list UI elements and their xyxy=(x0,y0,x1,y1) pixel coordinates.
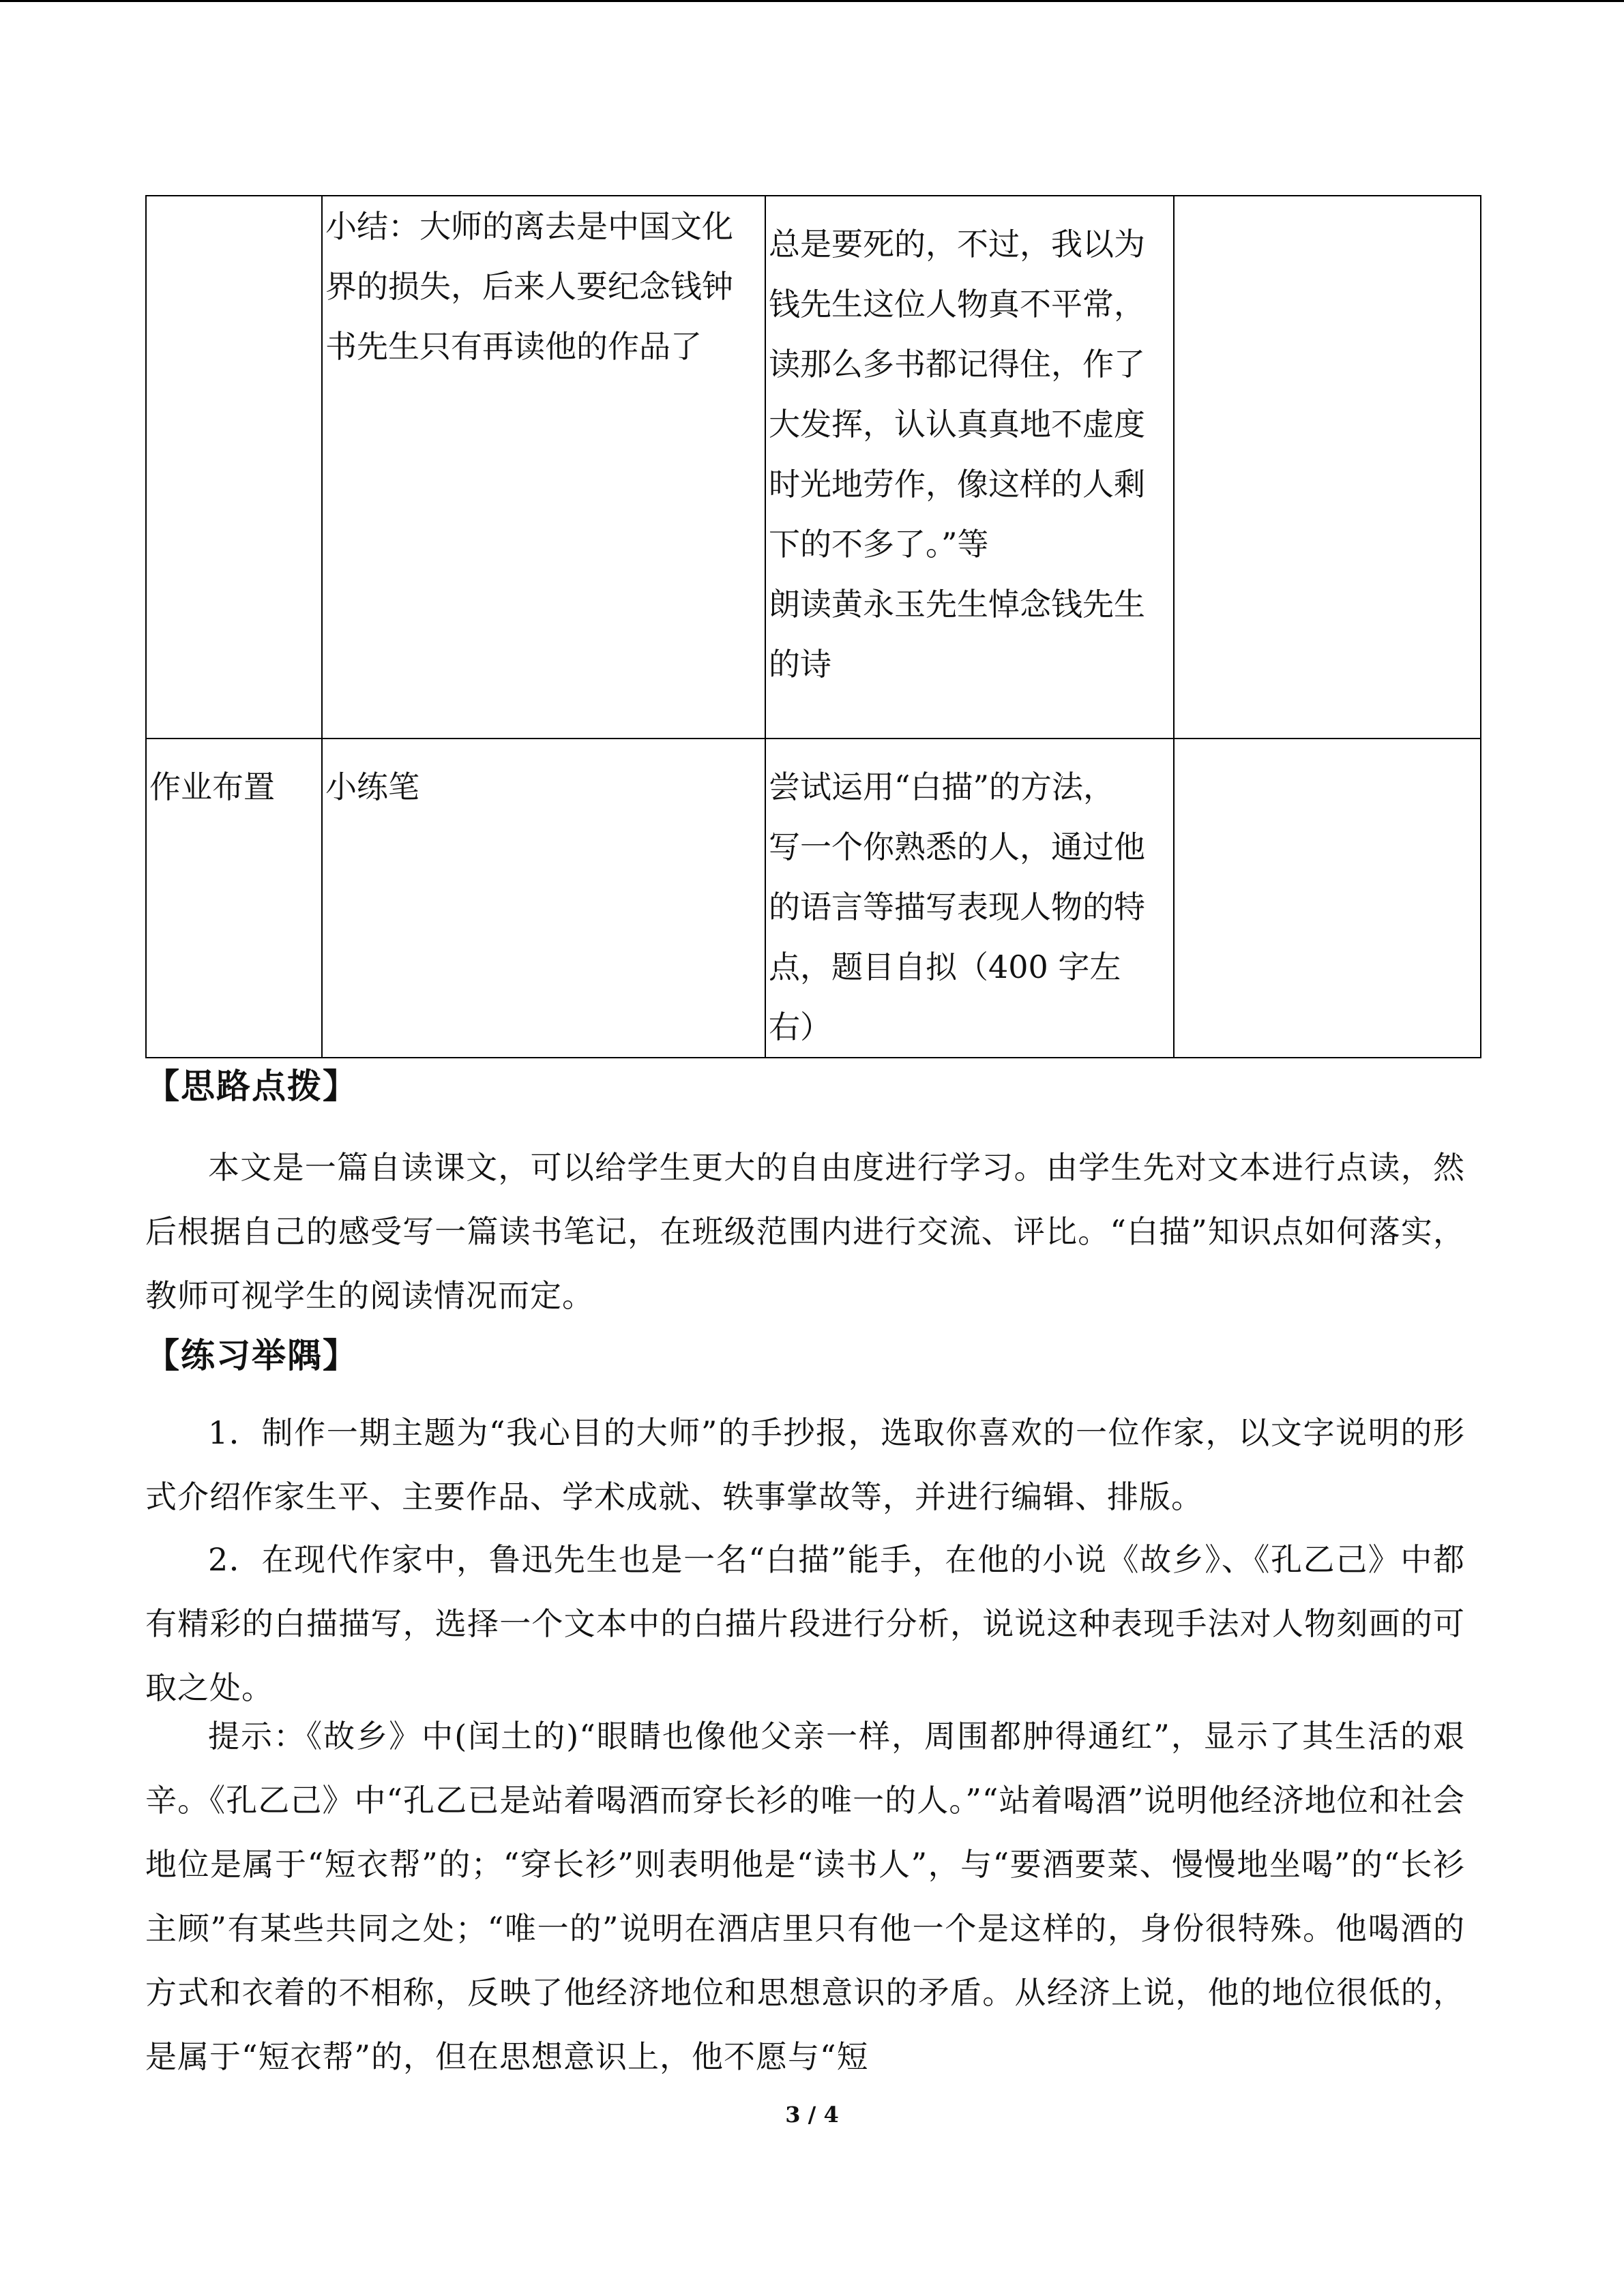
silu-paragraph: 本文是一篇自读课文，可以给学生更大的自由度进行学习。由学生先对文本进行点读，然后根据自己的感受写一篇读书笔记，在班级范围内进行交流、评比。“白描”知识点如何落实，教师可视学生的阅读情况而定。 xyxy=(145,1149,1465,1314)
table-cell-empty xyxy=(146,196,322,739)
activity-line: 下的不多了。”等 xyxy=(769,526,989,563)
section-heading-lianxi: 【练习举隅】 xyxy=(145,1336,358,1375)
table-cell-empty xyxy=(1174,739,1481,1058)
lesson-plan-table xyxy=(145,195,1481,1058)
homework-line: 右） xyxy=(769,1009,831,1045)
summary-line: 界的损失，后来人要纪念钱钟 xyxy=(325,268,733,305)
table-row xyxy=(146,739,1481,1058)
table-cell-activity xyxy=(765,196,1174,739)
activity-line: 大发挥，认认真真地不虚度 xyxy=(769,406,1145,443)
activity-line: 总是要死的，不过，我以为 xyxy=(769,226,1145,263)
table-cell-stage xyxy=(146,739,322,1058)
table-cell-empty xyxy=(1174,196,1481,739)
top-border-line xyxy=(0,0,1624,2)
activity-line: 钱先生这位人物真不平常， xyxy=(769,286,1145,323)
table-cell-task xyxy=(322,739,765,1058)
exercise-hint: 提示：《故乡》中(闰土的)“眼睛也像他父亲一样，周围都肿得通红”，显示了其生活的艰辛。《孔乙己》中“孔乙已是站着喝酒而穿长衫的唯一的人。”“站着喝酒”说明他经济地位和社会地位是属于“短衣帮”的；“穿长衫”则表明他是“读书人”，与“要酒要菜、慢慢地坐喝”的“长衫主顾”有某些共同之处；“唯一的”说明在酒店里只有他一个是这样的，身份很特殊。他喝酒的方式和衣着的不相称，反映了他经济地位和思想意识的矛盾。从经济上说，他的地位很低的，是属于“短衣帮”的，但在思想意识上，他不愿与“短 xyxy=(145,1718,1465,2075)
exercise-item-2: 2．在现代作家中，鲁迅先生也是一名“白描”能手，在他的小说《故乡》、《孔乙己》中都有精彩的白描描写，选择一个文本中的白描片段进行分析，说说这种表现手法对人物刻画的可取之处。 xyxy=(145,1541,1465,1706)
activity-line: 朗读黄永玉先生悼念钱先生 xyxy=(769,586,1145,623)
activity-line: 时光地劳作，像这样的人剩 xyxy=(769,466,1145,503)
homework-line: 写一个你熟悉的人，通过他 xyxy=(769,829,1145,865)
activity-line: 读那么多书都记得住，作了 xyxy=(769,346,1145,383)
homework-line: 的语言等描写表现人物的特 xyxy=(769,889,1145,925)
summary-line: 书先生只有再读他的作品了 xyxy=(325,328,702,365)
table-cell-summary xyxy=(322,196,765,739)
homework-line: 尝试运用“白描”的方法， xyxy=(769,769,1115,805)
section-heading-silu: 【思路点拨】 xyxy=(145,1067,358,1106)
table-row xyxy=(146,196,1481,739)
page-number: 3 / 4 xyxy=(785,2102,839,2128)
summary-line: 小结：大师的离去是中国文化 xyxy=(325,208,733,245)
exercise-item-1: 1．制作一期主题为“我心目的大师”的手抄报，选取你喜欢的一位作家，以文字说明的形式介绍作家生平、主要作品、学术成就、轶事掌故等，并进行编辑、排版。 xyxy=(145,1414,1465,1515)
homework-line: 点，题目自拟（400 字左 xyxy=(769,949,1121,985)
table-cell-homework xyxy=(765,739,1174,1058)
activity-line: 的诗 xyxy=(769,646,831,683)
stage-label: 作业布置 xyxy=(149,769,275,805)
task-label: 小练笔 xyxy=(325,769,419,805)
